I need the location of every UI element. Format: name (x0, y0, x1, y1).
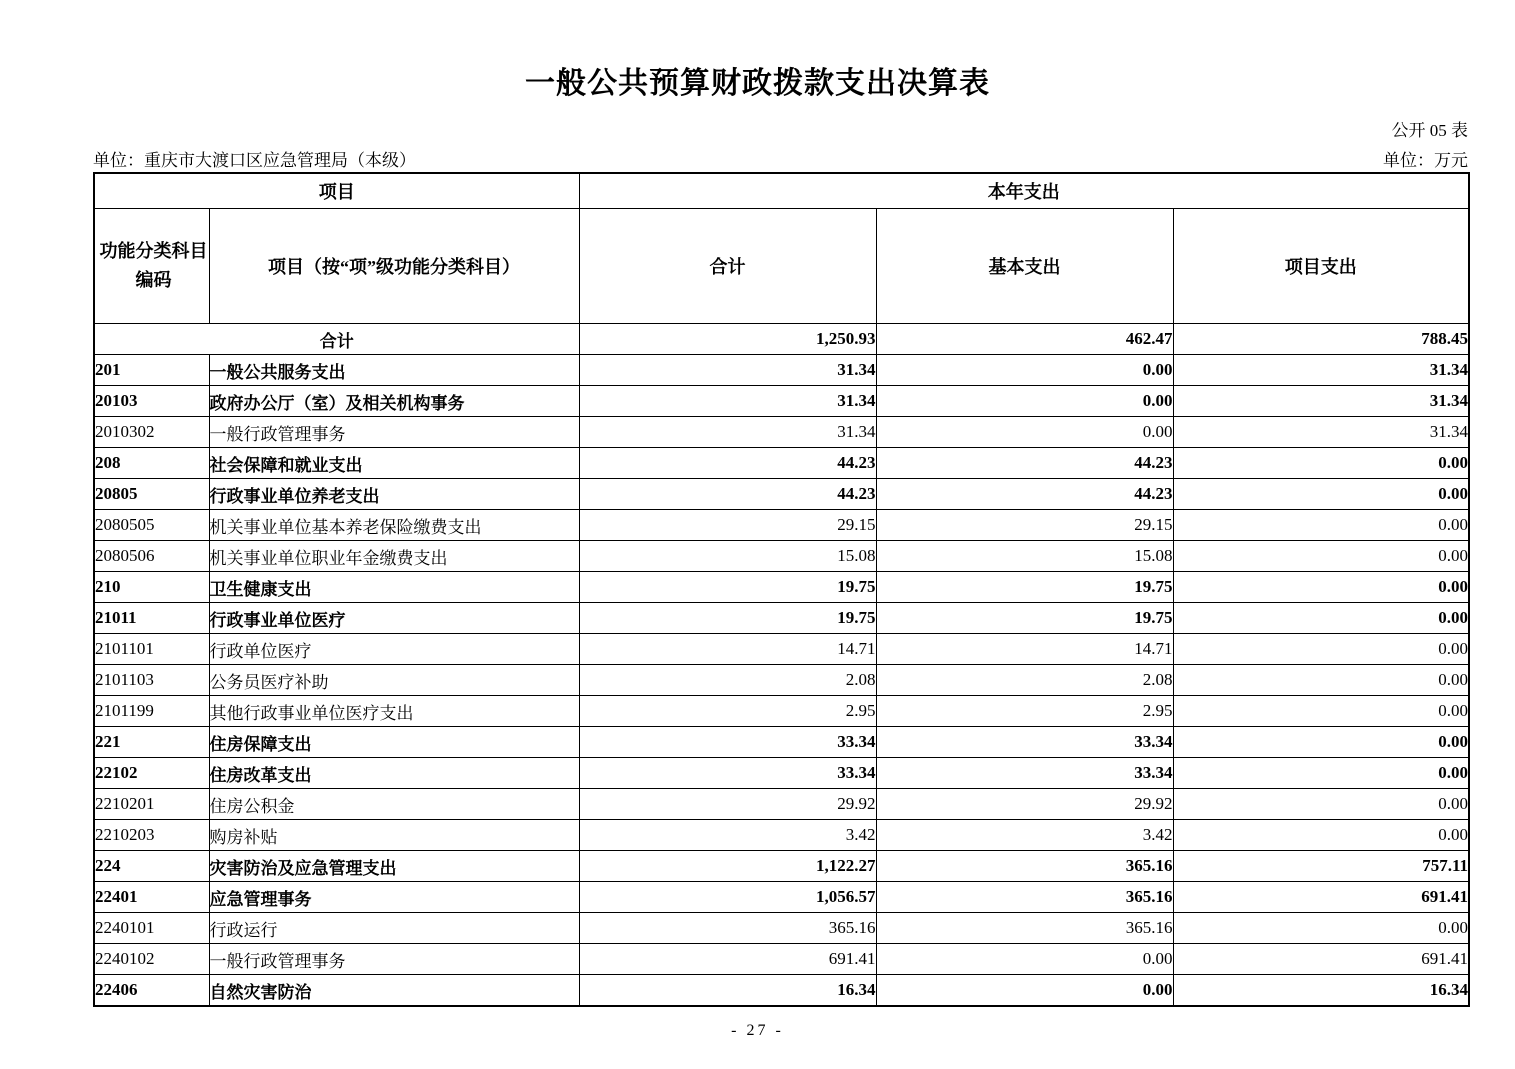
code-cell: 208 (94, 448, 209, 479)
table-row (94, 448, 1469, 479)
basic-cell: 29.15 (876, 510, 1173, 541)
table-row (94, 913, 1469, 944)
page-title: 一般公共预算财政拨款支出决算表 (525, 67, 990, 100)
table-row (94, 355, 1469, 386)
table-row (94, 417, 1469, 448)
currency-unit: 单位：万元 (1383, 151, 1468, 170)
table-row (94, 386, 1469, 417)
item-cell: 行政运行 (209, 913, 579, 944)
header-function-code (94, 209, 209, 324)
basic-cell: 2.08 (876, 665, 1173, 696)
code-cell: 221 (94, 727, 209, 758)
total-cell: 19.75 (579, 603, 876, 634)
project-cell: 788.45 (1173, 324, 1469, 355)
item-cell: 自然灾害防治 (209, 975, 579, 1007)
table-header-group-row (94, 173, 1469, 209)
item-cell: 政府办公厅（室）及相关机构事务 (209, 386, 579, 417)
table-row (94, 603, 1469, 634)
item-cell: 住房保障支出 (209, 727, 579, 758)
table-row (94, 541, 1469, 572)
item-cell: 行政单位医疗 (209, 634, 579, 665)
total-cell: 14.71 (579, 634, 876, 665)
basic-cell: 14.71 (876, 634, 1173, 665)
table-row (94, 727, 1469, 758)
item-cell: 行政事业单位医疗 (209, 603, 579, 634)
item-cell: 购房补贴 (209, 820, 579, 851)
total-cell: 31.34 (579, 417, 876, 448)
basic-cell: 19.75 (876, 572, 1173, 603)
code-cell: 2080506 (94, 541, 209, 572)
item-cell: 一般公共服务支出 (209, 355, 579, 386)
code-cell: 2210201 (94, 789, 209, 820)
code-cell: 22401 (94, 882, 209, 913)
basic-cell: 462.47 (876, 324, 1173, 355)
total-cell: 16.34 (579, 975, 876, 1007)
table-row (94, 479, 1469, 510)
project-cell: 0.00 (1173, 541, 1469, 572)
item-cell: 灾害防治及应急管理支出 (209, 851, 579, 882)
total-cell: 19.75 (579, 572, 876, 603)
header-project-expenditure: 项目支出 (1173, 209, 1469, 324)
table-header-columns-row (94, 209, 1469, 324)
project-cell: 0.00 (1173, 448, 1469, 479)
table-row (94, 665, 1469, 696)
project-cell: 31.34 (1173, 417, 1469, 448)
item-cell: 机关事业单位职业年金缴费支出 (209, 541, 579, 572)
project-cell: 0.00 (1173, 603, 1469, 634)
project-cell: 691.41 (1173, 882, 1469, 913)
item-cell: 一般行政管理事务 (209, 944, 579, 975)
table-row (94, 820, 1469, 851)
total-cell: 29.15 (579, 510, 876, 541)
code-cell: 2101101 (94, 634, 209, 665)
item-cell: 住房改革支出 (209, 758, 579, 789)
code-cell: 21011 (94, 603, 209, 634)
total-cell: 31.34 (579, 386, 876, 417)
basic-cell: 29.92 (876, 789, 1173, 820)
basic-cell: 15.08 (876, 541, 1173, 572)
basic-cell: 365.16 (876, 851, 1173, 882)
project-cell: 31.34 (1173, 386, 1469, 417)
basic-cell: 0.00 (876, 944, 1173, 975)
table-row (94, 634, 1469, 665)
code-cell: 2010302 (94, 417, 209, 448)
code-cell: 20805 (94, 479, 209, 510)
basic-cell: 0.00 (876, 417, 1173, 448)
item-cell: 机关事业单位基本养老保险缴费支出 (209, 510, 579, 541)
total-cell: 2.08 (579, 665, 876, 696)
project-cell: 0.00 (1173, 572, 1469, 603)
code-cell: 2210203 (94, 820, 209, 851)
table-row (94, 572, 1469, 603)
total-cell: 691.41 (579, 944, 876, 975)
table-row (94, 789, 1469, 820)
item-cell: 社会保障和就业支出 (209, 448, 579, 479)
page-number: - 27 - (731, 1022, 784, 1039)
basic-cell: 33.34 (876, 758, 1173, 789)
total-cell: 29.92 (579, 789, 876, 820)
table-row (94, 944, 1469, 975)
item-cell: 卫生健康支出 (209, 572, 579, 603)
basic-cell: 33.34 (876, 727, 1173, 758)
code-cell: 201 (94, 355, 209, 386)
total-cell: 33.34 (579, 727, 876, 758)
total-cell: 44.23 (579, 448, 876, 479)
table-row-total (94, 324, 1469, 355)
code-cell: 22406 (94, 975, 209, 1007)
project-cell: 31.34 (1173, 355, 1469, 386)
project-cell: 0.00 (1173, 789, 1469, 820)
table-row (94, 975, 1469, 1007)
basic-cell: 2.95 (876, 696, 1173, 727)
project-cell: 0.00 (1173, 727, 1469, 758)
project-cell: 0.00 (1173, 820, 1469, 851)
item-cell: 其他行政事业单位医疗支出 (209, 696, 579, 727)
code-cell: 2240101 (94, 913, 209, 944)
basic-cell: 3.42 (876, 820, 1173, 851)
total-cell: 31.34 (579, 355, 876, 386)
total-cell: 365.16 (579, 913, 876, 944)
project-cell: 0.00 (1173, 758, 1469, 789)
total-cell: 44.23 (579, 479, 876, 510)
item-cell: 公务员医疗补助 (209, 665, 579, 696)
table-row (94, 696, 1469, 727)
project-cell: 0.00 (1173, 665, 1469, 696)
total-cell: 3.42 (579, 820, 876, 851)
table-row (94, 851, 1469, 882)
budget-table (93, 172, 1470, 1007)
project-cell: 0.00 (1173, 510, 1469, 541)
basic-cell: 0.00 (876, 975, 1173, 1007)
org-unit: 单位：重庆市大渡口区应急管理局（本级） (93, 151, 416, 170)
total-cell: 1,056.57 (579, 882, 876, 913)
project-cell: 757.11 (1173, 851, 1469, 882)
code-cell: 224 (94, 851, 209, 882)
code-cell: 2080505 (94, 510, 209, 541)
total-cell: 1,122.27 (579, 851, 876, 882)
item-cell: 一般行政管理事务 (209, 417, 579, 448)
header-function-code-label: 功能分类科目编码 (99, 241, 208, 290)
table-number: 公开 05 表 (1391, 121, 1468, 140)
basic-cell: 0.00 (876, 386, 1173, 417)
total-cell: 2.95 (579, 696, 876, 727)
header-item: 项目（按“项”级功能分类科目） (209, 209, 579, 324)
table-row (94, 758, 1469, 789)
item-cell: 合计 (94, 324, 579, 355)
item-cell: 行政事业单位养老支出 (209, 479, 579, 510)
header-group-current-year: 本年支出 (579, 173, 1469, 209)
basic-cell: 44.23 (876, 448, 1173, 479)
total-cell: 1,250.93 (579, 324, 876, 355)
item-cell: 住房公积金 (209, 789, 579, 820)
project-cell: 0.00 (1173, 479, 1469, 510)
code-cell: 2101199 (94, 696, 209, 727)
basic-cell: 365.16 (876, 913, 1173, 944)
basic-cell: 19.75 (876, 603, 1173, 634)
project-cell: 16.34 (1173, 975, 1469, 1007)
project-cell: 0.00 (1173, 696, 1469, 727)
code-cell: 2240102 (94, 944, 209, 975)
total-cell: 33.34 (579, 758, 876, 789)
code-cell: 210 (94, 572, 209, 603)
header-total: 合计 (579, 209, 876, 324)
code-cell: 20103 (94, 386, 209, 417)
table-row (94, 882, 1469, 913)
header-basic-expenditure: 基本支出 (876, 209, 1173, 324)
code-cell: 22102 (94, 758, 209, 789)
basic-cell: 365.16 (876, 882, 1173, 913)
basic-cell: 44.23 (876, 479, 1173, 510)
table-row (94, 510, 1469, 541)
total-cell: 15.08 (579, 541, 876, 572)
project-cell: 0.00 (1173, 913, 1469, 944)
basic-cell: 0.00 (876, 355, 1173, 386)
header-group-project: 项目 (94, 173, 579, 209)
project-cell: 0.00 (1173, 634, 1469, 665)
project-cell: 691.41 (1173, 944, 1469, 975)
item-cell: 应急管理事务 (209, 882, 579, 913)
code-cell: 2101103 (94, 665, 209, 696)
